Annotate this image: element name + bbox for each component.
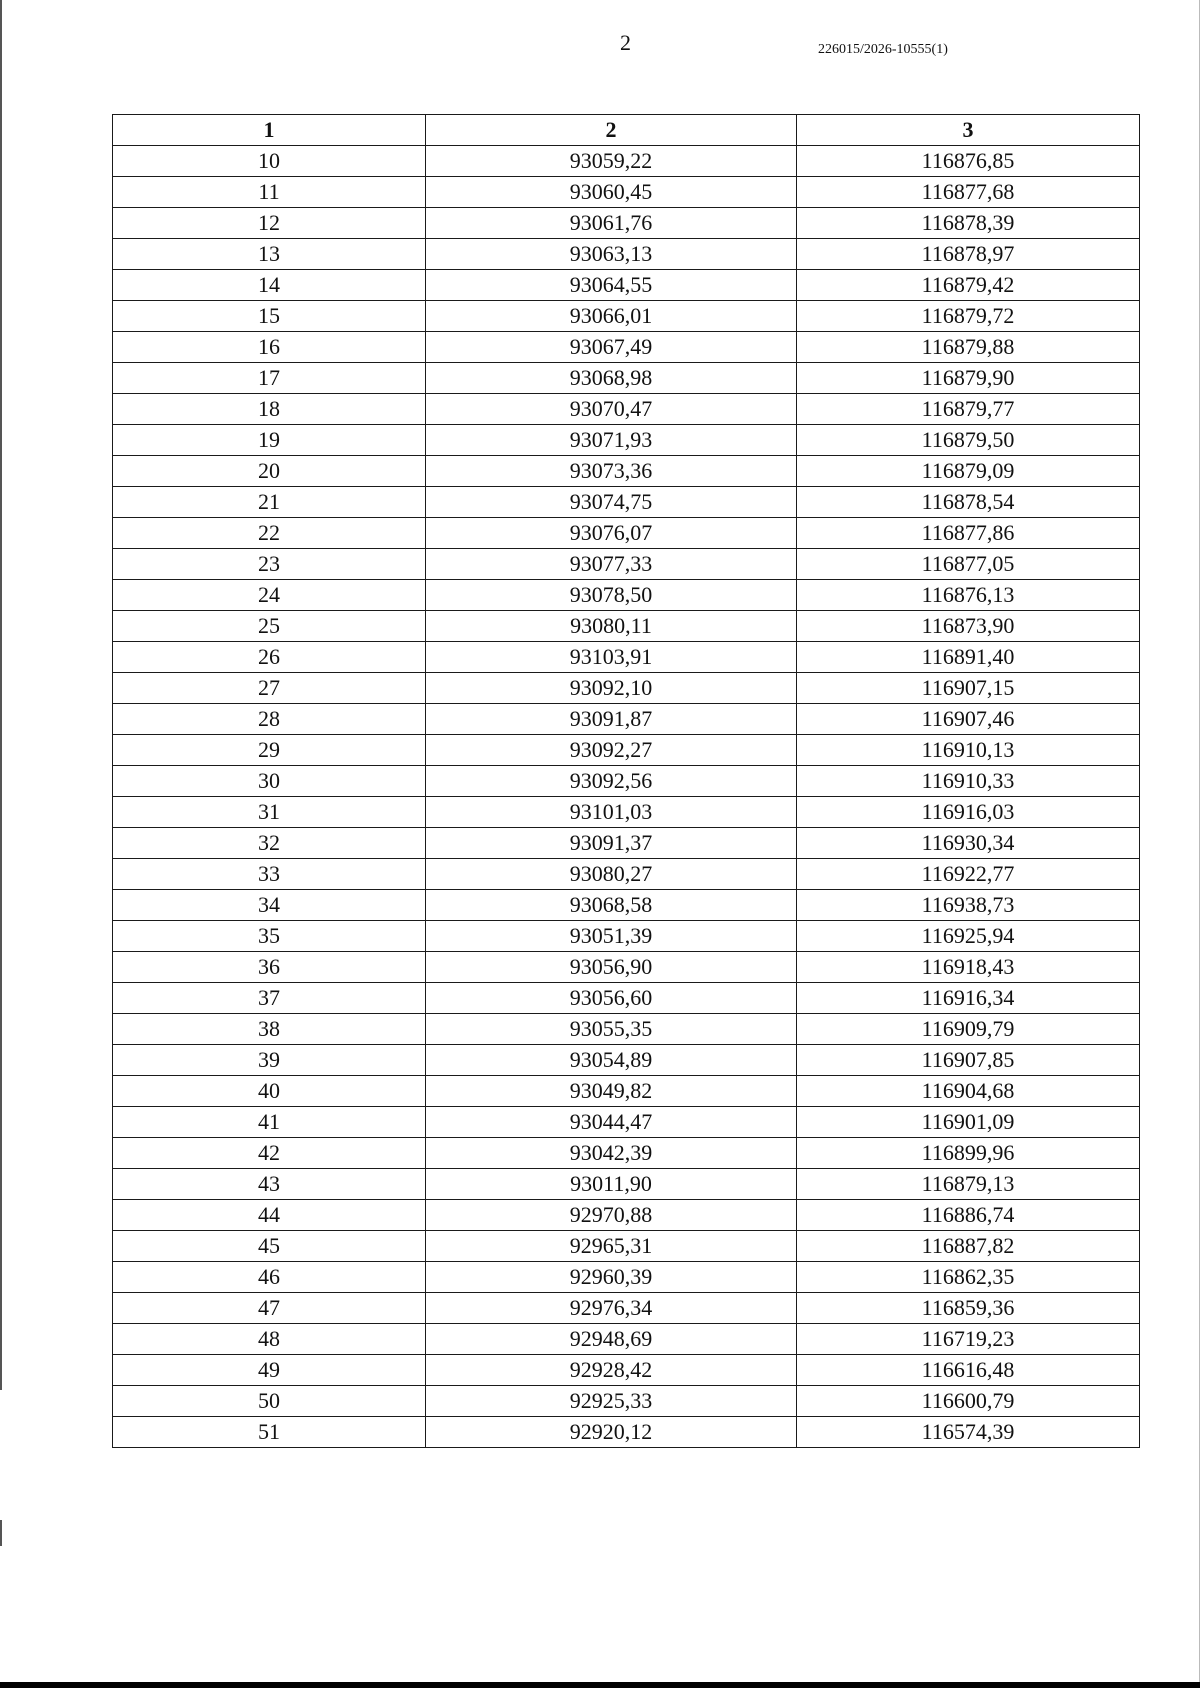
table-row — [113, 549, 1140, 580]
y-coordinate-cell: 116876,13 — [797, 580, 1140, 611]
point-number-cell: 13 — [113, 239, 426, 270]
x-coordinate-cell: 93077,33 — [426, 549, 797, 580]
y-coordinate-cell: 116886,74 — [797, 1200, 1140, 1231]
y-coordinate-cell: 116862,35 — [797, 1262, 1140, 1293]
y-coordinate-cell: 116916,34 — [797, 983, 1140, 1014]
y-coordinate-cell: 116877,68 — [797, 177, 1140, 208]
point-number-cell: 32 — [113, 828, 426, 859]
y-coordinate-cell: 116876,85 — [797, 146, 1140, 177]
column-header-1: 1 — [113, 115, 426, 146]
page-number: 2 — [620, 30, 631, 55]
x-coordinate-cell: 93091,37 — [426, 828, 797, 859]
column-header-2: 2 — [426, 115, 797, 146]
y-coordinate-cell: 116879,88 — [797, 332, 1140, 363]
x-coordinate-cell: 93092,10 — [426, 673, 797, 704]
table-row — [113, 642, 1140, 673]
point-number-cell: 19 — [113, 425, 426, 456]
y-coordinate-cell: 116877,86 — [797, 518, 1140, 549]
table-row — [113, 1231, 1140, 1262]
table-row — [113, 518, 1140, 549]
y-coordinate-cell: 116907,85 — [797, 1045, 1140, 1076]
y-coordinate-cell: 116907,15 — [797, 673, 1140, 704]
x-coordinate-cell: 93011,90 — [426, 1169, 797, 1200]
point-number-cell: 50 — [113, 1386, 426, 1417]
x-coordinate-cell: 92920,12 — [426, 1417, 797, 1448]
x-coordinate-cell: 92928,42 — [426, 1355, 797, 1386]
table-row — [113, 1045, 1140, 1076]
table-row — [113, 270, 1140, 301]
point-number-cell: 41 — [113, 1107, 426, 1138]
x-coordinate-cell: 92948,69 — [426, 1324, 797, 1355]
x-coordinate-cell: 93051,39 — [426, 921, 797, 952]
point-number-cell: 36 — [113, 952, 426, 983]
x-coordinate-cell: 93101,03 — [426, 797, 797, 828]
table-row — [113, 580, 1140, 611]
x-coordinate-cell: 93055,35 — [426, 1014, 797, 1045]
point-number-cell: 47 — [113, 1293, 426, 1324]
table-row — [113, 1169, 1140, 1200]
point-number-cell: 23 — [113, 549, 426, 580]
table-row — [113, 611, 1140, 642]
point-number-cell: 30 — [113, 766, 426, 797]
y-coordinate-cell: 116907,46 — [797, 704, 1140, 735]
table-row — [113, 1417, 1140, 1448]
y-coordinate-cell: 116938,73 — [797, 890, 1140, 921]
y-coordinate-cell: 116887,82 — [797, 1231, 1140, 1262]
x-coordinate-cell: 93063,13 — [426, 239, 797, 270]
document-reference: 226015/2026-10555(1) — [818, 42, 948, 57]
point-number-cell: 10 — [113, 146, 426, 177]
y-coordinate-cell: 116878,54 — [797, 487, 1140, 518]
point-number-cell: 16 — [113, 332, 426, 363]
point-number-cell: 49 — [113, 1355, 426, 1386]
point-number-cell: 20 — [113, 456, 426, 487]
point-number-cell: 31 — [113, 797, 426, 828]
table-row — [113, 301, 1140, 332]
table-row — [113, 859, 1140, 890]
point-number-cell: 48 — [113, 1324, 426, 1355]
table-row — [113, 1386, 1140, 1417]
table-row — [113, 456, 1140, 487]
point-number-cell: 35 — [113, 921, 426, 952]
x-coordinate-cell: 93061,76 — [426, 208, 797, 239]
point-number-cell: 29 — [113, 735, 426, 766]
table-row — [113, 921, 1140, 952]
x-coordinate-cell: 92960,39 — [426, 1262, 797, 1293]
x-coordinate-cell: 93068,58 — [426, 890, 797, 921]
table-row — [113, 1262, 1140, 1293]
scan-edge-left-mark — [0, 1520, 2, 1546]
table-row — [113, 1107, 1140, 1138]
x-coordinate-cell: 92970,88 — [426, 1200, 797, 1231]
table-row — [113, 332, 1140, 363]
table-row — [113, 394, 1140, 425]
scan-edge-left — [0, 0, 2, 1390]
point-number-cell: 46 — [113, 1262, 426, 1293]
y-coordinate-cell: 116616,48 — [797, 1355, 1140, 1386]
y-coordinate-cell: 116877,05 — [797, 549, 1140, 580]
point-number-cell: 39 — [113, 1045, 426, 1076]
y-coordinate-cell: 116901,09 — [797, 1107, 1140, 1138]
y-coordinate-cell: 116879,50 — [797, 425, 1140, 456]
table-row — [113, 1324, 1140, 1355]
y-coordinate-cell: 116879,09 — [797, 456, 1140, 487]
table-row — [113, 1138, 1140, 1169]
x-coordinate-cell: 93103,91 — [426, 642, 797, 673]
x-coordinate-cell: 93060,45 — [426, 177, 797, 208]
point-number-cell: 44 — [113, 1200, 426, 1231]
x-coordinate-cell: 93074,75 — [426, 487, 797, 518]
scan-edge-bottom — [0, 1682, 1200, 1688]
point-number-cell: 17 — [113, 363, 426, 394]
table-row — [113, 208, 1140, 239]
x-coordinate-cell: 93076,07 — [426, 518, 797, 549]
y-coordinate-cell: 116879,13 — [797, 1169, 1140, 1200]
x-coordinate-cell: 92976,34 — [426, 1293, 797, 1324]
point-number-cell: 15 — [113, 301, 426, 332]
point-number-cell: 22 — [113, 518, 426, 549]
x-coordinate-cell: 93071,93 — [426, 425, 797, 456]
coordinates-table — [112, 114, 1140, 1448]
point-number-cell: 28 — [113, 704, 426, 735]
y-coordinate-cell: 116878,39 — [797, 208, 1140, 239]
point-number-cell: 26 — [113, 642, 426, 673]
y-coordinate-cell: 116879,42 — [797, 270, 1140, 301]
y-coordinate-cell: 116719,23 — [797, 1324, 1140, 1355]
table-row — [113, 735, 1140, 766]
table-row — [113, 146, 1140, 177]
point-number-cell: 34 — [113, 890, 426, 921]
x-coordinate-cell: 93091,87 — [426, 704, 797, 735]
point-number-cell: 12 — [113, 208, 426, 239]
y-coordinate-cell: 116930,34 — [797, 828, 1140, 859]
table-row — [113, 239, 1140, 270]
y-coordinate-cell: 116600,79 — [797, 1386, 1140, 1417]
y-coordinate-cell: 116918,43 — [797, 952, 1140, 983]
table-row — [113, 425, 1140, 456]
point-number-cell: 51 — [113, 1417, 426, 1448]
x-coordinate-cell: 93042,39 — [426, 1138, 797, 1169]
x-coordinate-cell: 93059,22 — [426, 146, 797, 177]
table-row — [113, 1355, 1140, 1386]
x-coordinate-cell: 93044,47 — [426, 1107, 797, 1138]
x-coordinate-cell: 93070,47 — [426, 394, 797, 425]
table-row — [113, 363, 1140, 394]
y-coordinate-cell: 116873,90 — [797, 611, 1140, 642]
point-number-cell: 18 — [113, 394, 426, 425]
point-number-cell: 21 — [113, 487, 426, 518]
x-coordinate-cell: 93092,27 — [426, 735, 797, 766]
point-number-cell: 25 — [113, 611, 426, 642]
x-coordinate-cell: 93064,55 — [426, 270, 797, 301]
point-number-cell: 40 — [113, 1076, 426, 1107]
point-number-cell: 27 — [113, 673, 426, 704]
point-number-cell: 43 — [113, 1169, 426, 1200]
y-coordinate-cell: 116916,03 — [797, 797, 1140, 828]
table-row — [113, 704, 1140, 735]
table-row — [113, 1076, 1140, 1107]
table-row — [113, 1200, 1140, 1231]
point-number-cell: 33 — [113, 859, 426, 890]
table-row — [113, 797, 1140, 828]
table-row — [113, 487, 1140, 518]
table-body — [113, 146, 1140, 1448]
y-coordinate-cell: 116922,77 — [797, 859, 1140, 890]
x-coordinate-cell: 93054,89 — [426, 1045, 797, 1076]
y-coordinate-cell: 116574,39 — [797, 1417, 1140, 1448]
x-coordinate-cell: 92925,33 — [426, 1386, 797, 1417]
point-number-cell: 37 — [113, 983, 426, 1014]
x-coordinate-cell: 93056,60 — [426, 983, 797, 1014]
y-coordinate-cell: 116878,97 — [797, 239, 1140, 270]
point-number-cell: 38 — [113, 1014, 426, 1045]
y-coordinate-cell: 116904,68 — [797, 1076, 1140, 1107]
x-coordinate-cell: 92965,31 — [426, 1231, 797, 1262]
point-number-cell: 14 — [113, 270, 426, 301]
point-number-cell: 42 — [113, 1138, 426, 1169]
x-coordinate-cell: 93092,56 — [426, 766, 797, 797]
y-coordinate-cell: 116899,96 — [797, 1138, 1140, 1169]
table-header — [113, 115, 1140, 146]
point-number-cell: 45 — [113, 1231, 426, 1262]
y-coordinate-cell: 116925,94 — [797, 921, 1140, 952]
column-header-3: 3 — [797, 115, 1140, 146]
table-row — [113, 1293, 1140, 1324]
table-header-row — [113, 115, 1140, 146]
x-coordinate-cell: 93068,98 — [426, 363, 797, 394]
x-coordinate-cell: 93066,01 — [426, 301, 797, 332]
table-row — [113, 983, 1140, 1014]
y-coordinate-cell: 116879,72 — [797, 301, 1140, 332]
y-coordinate-cell: 116891,40 — [797, 642, 1140, 673]
x-coordinate-cell: 93080,11 — [426, 611, 797, 642]
table-row — [113, 828, 1140, 859]
table-row — [113, 1014, 1140, 1045]
y-coordinate-cell: 116879,90 — [797, 363, 1140, 394]
table-row — [113, 673, 1140, 704]
x-coordinate-cell: 93056,90 — [426, 952, 797, 983]
table-row — [113, 766, 1140, 797]
point-number-cell: 11 — [113, 177, 426, 208]
y-coordinate-cell: 116910,33 — [797, 766, 1140, 797]
y-coordinate-cell: 116909,79 — [797, 1014, 1140, 1045]
x-coordinate-cell: 93078,50 — [426, 580, 797, 611]
x-coordinate-cell: 93049,82 — [426, 1076, 797, 1107]
point-number-cell: 24 — [113, 580, 426, 611]
table-row — [113, 890, 1140, 921]
table-row — [113, 952, 1140, 983]
x-coordinate-cell: 93080,27 — [426, 859, 797, 890]
y-coordinate-cell: 116879,77 — [797, 394, 1140, 425]
x-coordinate-cell: 93073,36 — [426, 456, 797, 487]
x-coordinate-cell: 93067,49 — [426, 332, 797, 363]
table-row — [113, 177, 1140, 208]
y-coordinate-cell: 116910,13 — [797, 735, 1140, 766]
y-coordinate-cell: 116859,36 — [797, 1293, 1140, 1324]
